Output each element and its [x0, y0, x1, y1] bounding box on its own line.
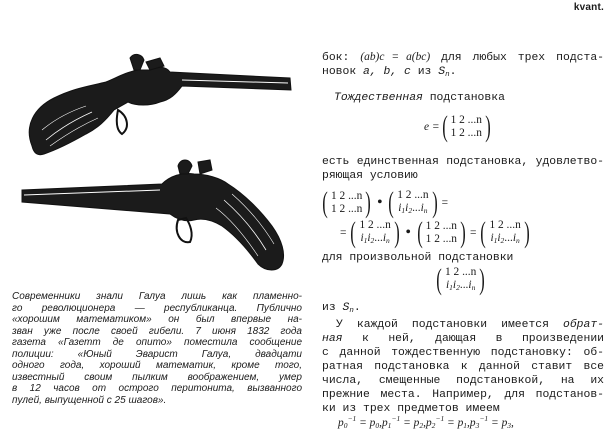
text-line: ки из трех предметов имеем [322, 403, 500, 415]
identity-matrix: ( 1 2 ...n 1 2 ...n ) [322, 186, 372, 219]
identity-matrix: ( 1 2 ...n 1 2 ...n ) [441, 110, 491, 143]
identity-term: Тождественная [334, 92, 423, 104]
text-from-sn: из $S_n$. [322, 302, 361, 315]
caption-line: в 12 часов от острого перитонита, вызванного [12, 383, 302, 395]
brand-watermark: kvant. [573, 2, 604, 13]
permutation-matrix: ( 1 2 ...n $i_1i_2...i_n$ ) [388, 186, 438, 219]
caption-line: «хорошим математиком» он был впервые на- [12, 314, 302, 326]
pistol-bottom-image [22, 160, 284, 270]
caption-line: одного года, хороший математик, кроме того, [12, 360, 302, 372]
permutation-matrix: ( 1 2 ...n $i_1i_2...i_n$ ) [480, 216, 530, 249]
pistol-top-image [29, 54, 291, 154]
identity-equation: e = ( 1 2 ...n 1 2 ...n ) [424, 112, 493, 142]
identity-matrix: ( 1 2 ...n 1 2 ...n ) [416, 216, 466, 249]
text-line: У каждой подстановки имеется обрат- [336, 319, 604, 331]
inverse-term: $p_1^{-1} = p_2$, [381, 414, 426, 430]
text-line: ратная подстановка к данной ставит все [322, 361, 604, 373]
condition-equation-line1: ( 1 2 ...n 1 2 ...n ) • ( 1 2 ...n $i_1i_2...i_n$ ) = [320, 188, 450, 218]
text-line: есть единственная подстановка, удовлетво- [322, 156, 604, 168]
text-line: прежние места. Например, для подстанов- [322, 389, 604, 401]
text-line: ряющая условию [322, 170, 418, 182]
inverse-term: $p_2^{-1} = p_1$, [425, 414, 470, 430]
permutation-matrix: ( 1 2 ...n $i_1i_2...i_n$ ) [350, 216, 400, 249]
condition-equation-line2: = ( 1 2 ...n $i_1i_2...i_n$ ) • ( 1 2 ...n 1 2 ...n ) = ( 1 2 ...n $i_1i_2...i_n$ ) [338, 218, 532, 248]
text-line: для произвольной подстановки [322, 252, 514, 264]
caption-line: зван уже после своей гибели. 7 июня 1832 года [12, 325, 302, 337]
pistols-illustration [10, 50, 300, 278]
text-line: ная к ней, дающая в произведении [322, 333, 604, 345]
caption-line: го революционера — республиканца. Публично [12, 302, 302, 314]
text-associativity [322, 50, 604, 82]
text-line: с данной тождественную подстановку: об- [322, 347, 604, 359]
inverse-term: $p_0^{-1} = p_0$, [338, 414, 382, 430]
caption-line: полиции: «Юный Эварист Галуа, двадцати [12, 348, 302, 360]
associativity-formula: (ab)c = a(bc) [360, 51, 431, 63]
caption-line: известный своим пылким воображением, умер [12, 371, 302, 383]
text-arbitrary [322, 251, 604, 265]
inverse-equations [338, 414, 514, 430]
permutation-matrix: ( 1 2 ...n $i_1i_2...i_n$ ) [436, 263, 486, 296]
text-inverse-paragraph [322, 318, 604, 416]
text-line: новок a, b, c из $S_n$. [322, 66, 457, 79]
text-line: числа, смещенные подстановкой, на их [322, 375, 604, 387]
caption-line: Современники знали Галуа лишь как пламенно- [12, 291, 302, 302]
text-line: бок: (ab)c = a(bc) для любых трех подста- [322, 51, 604, 64]
arbitrary-permutation [434, 265, 487, 295]
text-unique [322, 155, 604, 183]
caption-line: газета «Газетт де опито» поместила сообщение [12, 337, 302, 349]
illustration-caption [12, 291, 302, 406]
identity-heading: Тождественная подстановка [334, 92, 505, 104]
caption-line: пулей, выпущенной с 25 шагов». [12, 394, 167, 406]
inverse-term: $p_3^{-1} = p_3$, [469, 414, 514, 430]
